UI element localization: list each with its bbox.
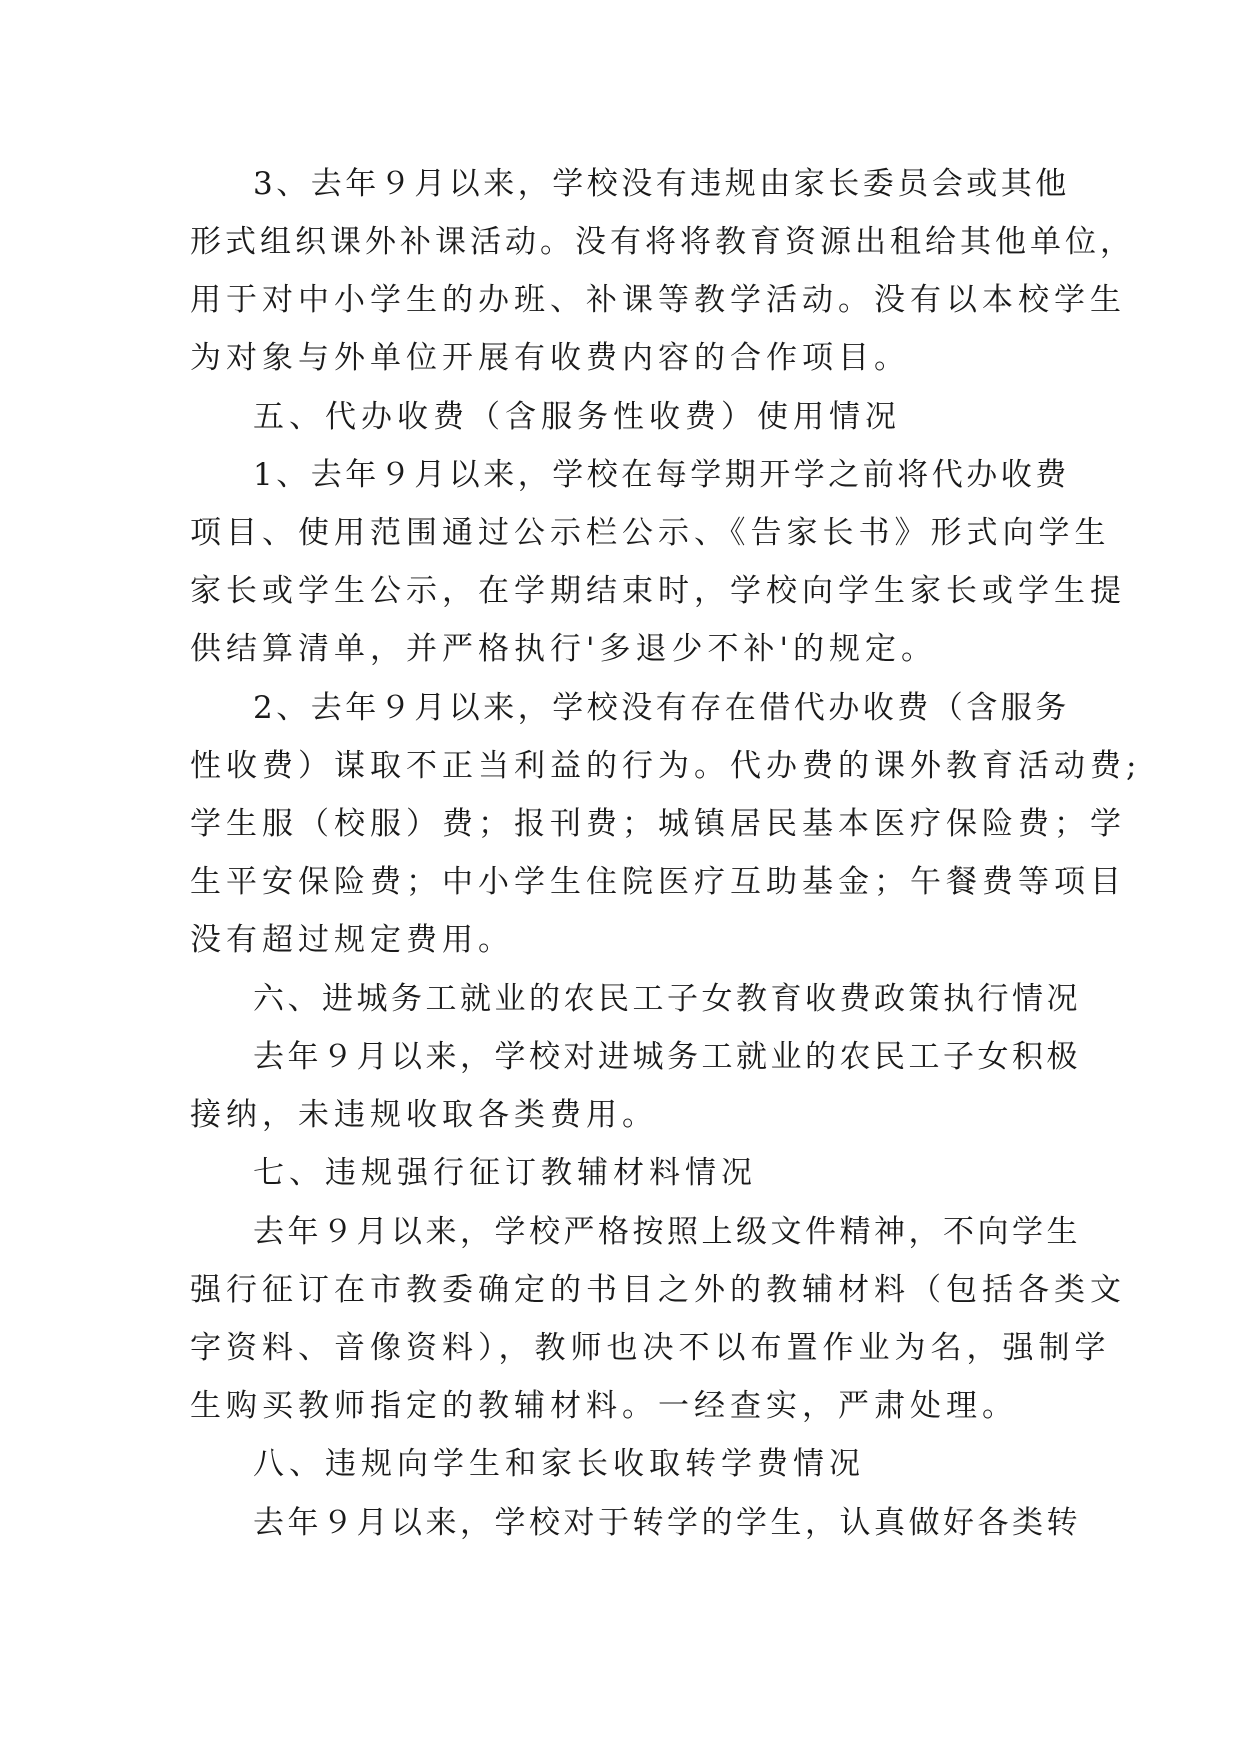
paragraph-line: 没有超过规定费用。 xyxy=(190,922,514,958)
section-heading: 七、违规强行征订教辅材料情况 xyxy=(253,1155,757,1191)
paragraph-line: 字资料、音像资料），教师也决不以布置作业为名，强制学 xyxy=(190,1330,1111,1366)
paragraph-line: 接纳，未违规收取各类费用。 xyxy=(190,1097,658,1133)
paragraph-line: 去年９月以来，学校对进城务工就业的农民工子女积极 xyxy=(253,1039,1081,1075)
paragraph-line: 1、去年９月以来，学校在每学期开学之前将代办收费 xyxy=(253,457,1070,493)
paragraph-line: 生平安保险费；中小学生住院医疗互助基金；午餐费等项目 xyxy=(190,864,1126,900)
section-heading: 八、违规向学生和家长收取转学费情况 xyxy=(253,1446,865,1482)
section-heading: 五、代办收费（含服务性收费）使用情况 xyxy=(253,399,901,435)
paragraph-line: 学生服（校服）费；报刊费；城镇居民基本医疗保险费；学 xyxy=(190,806,1126,842)
paragraph-line: 性收费）谋取不正当利益的行为。代办费的课外教育活动费; xyxy=(190,748,1142,784)
paragraph-line: 形式组织课外补课活动。没有将将教育资源出租给其他单位， xyxy=(190,224,1135,260)
paragraph-line: 供结算清单，并严格执行'多退少不补'的规定。 xyxy=(190,631,938,667)
paragraph-line: 强行征订在市教委确定的书目之外的教辅材料（包括各类文 xyxy=(190,1272,1126,1308)
paragraph-line: 去年９月以来，学校严格按照上级文件精神，不向学生 xyxy=(253,1214,1081,1250)
paragraph-line: 2、去年９月以来，学校没有存在借代办收费（含服务 xyxy=(253,690,1070,726)
paragraph-line: 3、去年９月以来，学校没有违规由家长委员会或其他 xyxy=(253,166,1070,202)
paragraph-line: 生购买教师指定的教辅材料。一经查实，严肃处理。 xyxy=(190,1388,1018,1424)
paragraph-line: 家长或学生公示，在学期结束时，学校向学生家长或学生提 xyxy=(190,573,1126,609)
paragraph-line: 项目、使用范围通过公示栏公示、《告家长书》形式向学生 xyxy=(190,515,1111,551)
paragraph-line: 去年９月以来，学校对于转学的学生，认真做好各类转 xyxy=(253,1505,1081,1541)
paragraph-line: 用于对中小学生的办班、补课等教学活动。没有以本校学生 xyxy=(190,282,1126,318)
paragraph-line: 为对象与外单位开展有收费内容的合作项目。 xyxy=(190,340,910,376)
section-heading: 六、进城务工就业的农民工子女教育收费政策执行情况 xyxy=(253,981,1081,1017)
